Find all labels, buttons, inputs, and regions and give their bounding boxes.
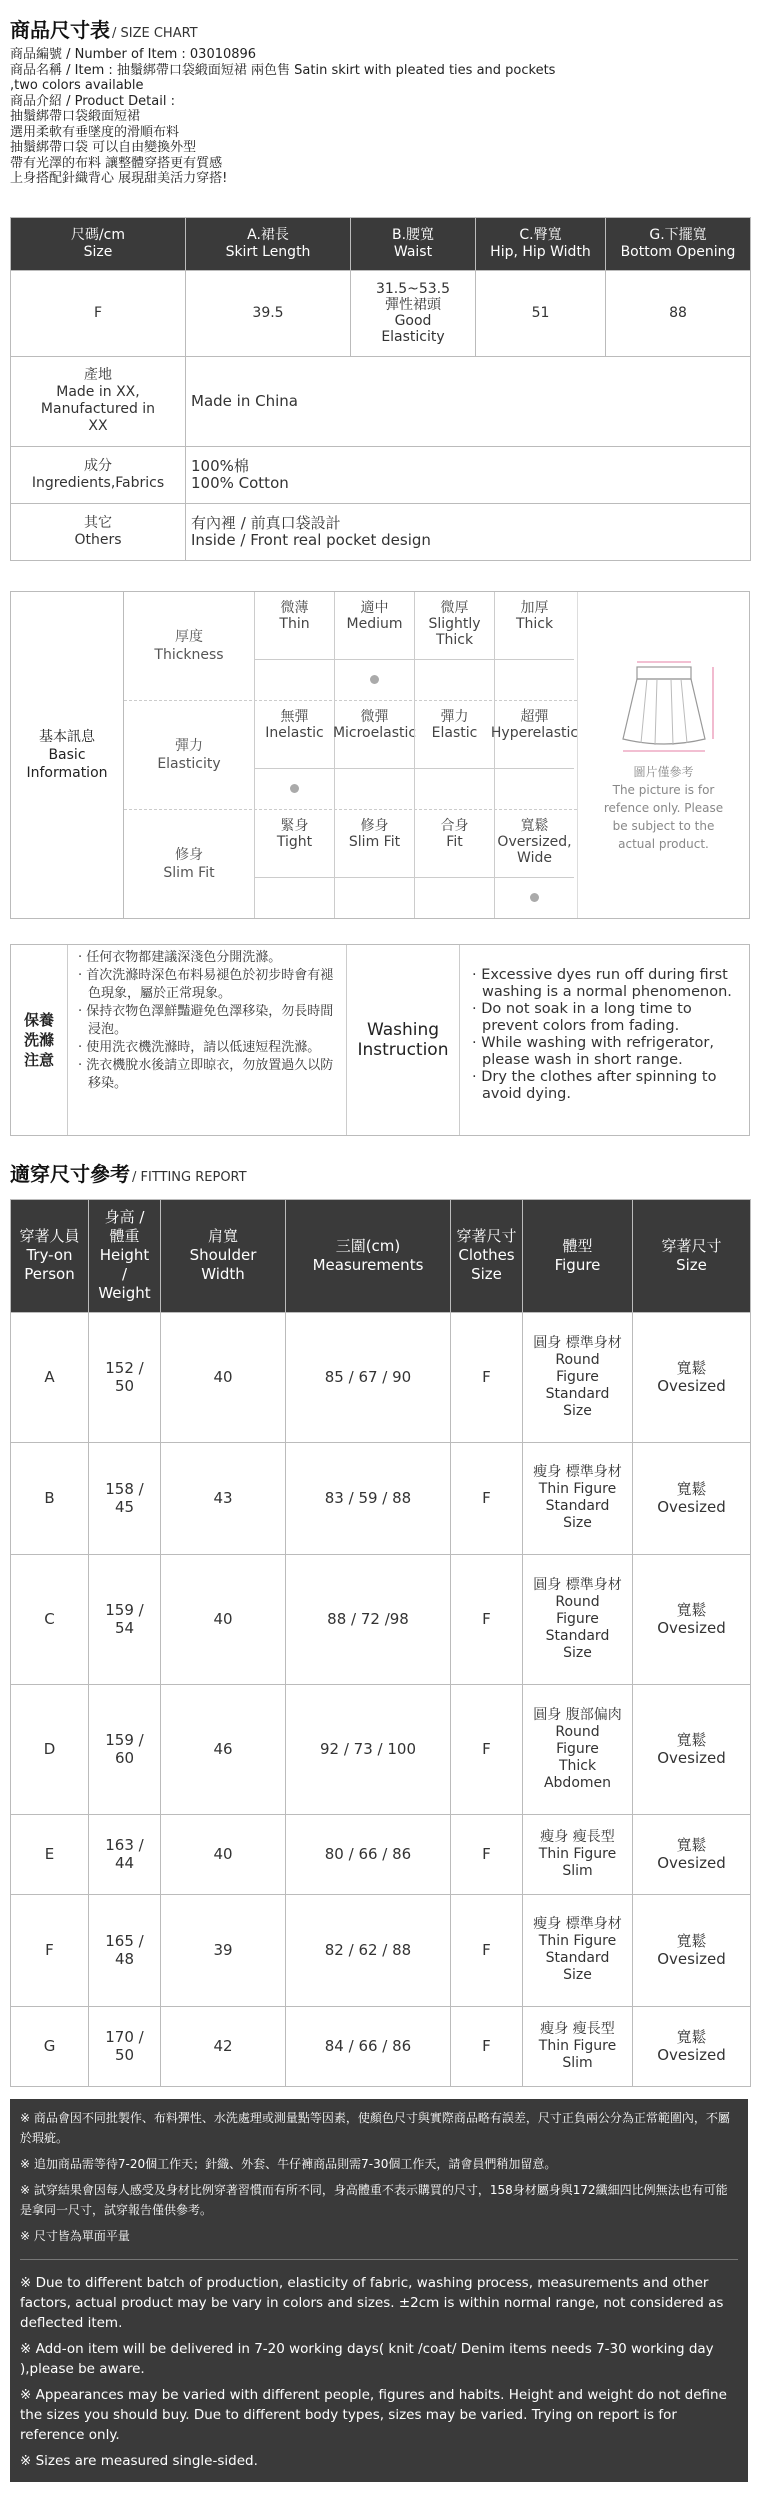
selected-dot-icon: [370, 675, 379, 684]
washing-item-en: · While washing with refrigerator, please wash in short range.: [472, 1034, 714, 1068]
selected-dot-icon: [290, 784, 299, 793]
washing-item-en: · Do not soak in a long time to prevent colors from fading.: [472, 1000, 692, 1034]
info-line: ,two colors available: [10, 78, 144, 93]
info-line: 選用柔軟有垂墜度的滑順布料: [10, 124, 180, 140]
note-en: ※ Add-on item will be delivered in 7-20 working days( knit /coat/ Denim items needs 7-30 working day ),please be aware.: [20, 2340, 714, 2377]
fitting-header-cell: 體型 Figure: [523, 1199, 633, 1312]
fitting-cell: F: [451, 1894, 523, 2006]
fitting-subtitle: / FITTING REPORT: [132, 1169, 247, 1185]
size-cell: 31.5~53.5 彈性裙頭 Good Elasticity: [351, 270, 476, 356]
size-table-row: [11, 270, 751, 356]
selected-dot-icon: [530, 893, 539, 902]
note-zh: ※ 追加商品需等待7-20個工作天；針織、外套、牛仔褲商品則需7-30個工作天，請會員們稍加留意。: [20, 2156, 557, 2171]
fitting-cell: 寬鬆 Ovesized: [633, 1554, 751, 1684]
option-label: 加厚 Thick: [494, 592, 574, 660]
fitting-row: [11, 2006, 751, 2086]
fitting-cell: 40: [161, 1554, 286, 1684]
fitting-cell: A: [11, 1312, 89, 1442]
others-row: [11, 503, 751, 560]
washing-item-zh: · 洗衣機脫水後請立即晾衣，勿放置過久以防移染。: [78, 1057, 334, 1091]
size-header-cell: C.臀寬 Hip, Hip Width: [476, 217, 606, 270]
option-label: 無彈 Inelastic: [254, 701, 334, 769]
fitting-cell: 84 / 66 / 86: [286, 2006, 451, 2086]
option-label: 微厚 Slightly Thick: [414, 592, 494, 660]
option-label: 微彈 Microelastic: [334, 701, 414, 769]
option-label: 合身 Fit: [414, 810, 494, 878]
washing-item-en: · Excessive dyes run off during first washing is a normal phenomenon.: [472, 966, 732, 1000]
fitting-cell: 瘦身 標準身材 Thin Figure Standard Size: [523, 1894, 633, 2006]
note-en: ※ Due to different batch of production, elasticity of fabric, washing process, measurements and other factors, actual product may be vary in colors and sizes. ±2cm is within normal range, not considered as deflected item.: [20, 2274, 724, 2331]
washing-list-zh: [68, 945, 347, 1135]
fitting-cell: 寬鬆 Ovesized: [633, 1684, 751, 1814]
notes-panel: [10, 2099, 748, 2482]
elasticity-label: 彈力 Elasticity: [157, 737, 221, 772]
fitting-header-cell: 穿著尺寸 Clothes Size: [451, 1199, 523, 1312]
origin-label: 產地 Made in XX, Manufactured in XX: [11, 356, 186, 446]
fitting-cell: 158 / 45: [89, 1442, 161, 1554]
fitting-cell: 152 / 50: [89, 1312, 161, 1442]
thickness-row: [124, 592, 577, 701]
ingredients-row: [11, 446, 751, 503]
note-zh: ※ 商品會因不同批製作、布料彈性、水洗處理或測量點等因素，使顏色尺寸與實際商品略有誤差，尺寸正負兩公分為正常範圍內，不屬於瑕疵。: [20, 2110, 730, 2145]
fitting-cell: 80 / 66 / 86: [286, 1814, 451, 1894]
info-line: 抽鬚綁帶口袋 可以自由變換外型: [10, 140, 197, 155]
size-cell: 51: [476, 270, 606, 356]
fitting-cell: 寬鬆 Ovesized: [633, 1442, 751, 1554]
option-label: 適中 Medium: [334, 592, 414, 660]
skirt-diagram: [577, 592, 749, 918]
note-zh: ※ 試穿結果會因每人感受及身材比例穿著習慣而有所不同，身高體重不表示購買的尺寸，158身材屬身與172纖細四比例無法也有可能是拿同一尺寸，試穿報告僅供參考。: [20, 2182, 728, 2217]
option-label: 彈力 Elastic: [414, 701, 494, 769]
option-label: 修身 Slim Fit: [334, 810, 414, 878]
fitting-header-cell: 三圍(cm) Measurements: [286, 1199, 451, 1312]
fitting-cell: 83 / 59 / 88: [286, 1442, 451, 1554]
fitting-cell: 瘦身 瘦長型 Thin Figure Slim: [523, 2006, 633, 2086]
fitting-cell: B: [11, 1442, 89, 1554]
fitting-cell: F: [451, 1554, 523, 1684]
fitting-cell: 43: [161, 1442, 286, 1554]
fitting-row: [11, 1442, 751, 1554]
washing-item-en: · Dry the clothes after spinning to avoid dying.: [472, 1068, 717, 1102]
info-line: 商品介紹 / Product Detail :: [10, 93, 175, 109]
size-header-cell: 尺碼/cm Size: [11, 217, 186, 270]
fitting-cell: 159 / 54: [89, 1554, 161, 1684]
fitting-header-cell: 肩寬 Shoulder Width: [161, 1199, 286, 1312]
fitting-table-header: [11, 1199, 751, 1312]
basic-info-label: 基本訊息 Basic Information: [11, 592, 124, 918]
notes-divider: [20, 2259, 738, 2260]
washing-label-en: Washing Instruction: [347, 945, 460, 1135]
others-label: 其它 Others: [11, 503, 186, 560]
info-line: 抽鬚綁帶口袋緞面短裙: [10, 109, 141, 124]
fitting-header-cell: 穿著人員 Try-on Person: [11, 1199, 89, 1312]
fitting-row: [11, 1814, 751, 1894]
fitting-cell: 寬鬆 Ovesized: [633, 1894, 751, 2006]
size-header-cell: B.腰寬 Waist: [351, 217, 476, 270]
product-info: [10, 47, 748, 187]
fitting-heading: [10, 1158, 748, 1187]
size-header-cell: A.裙長 Skirt Length: [186, 217, 351, 270]
washing-section: [10, 944, 750, 1136]
fitting-cell: 圓身 標準身材 Round Figure Standard Size: [523, 1554, 633, 1684]
note-en: ※ Appearances may be varied with different people, figures and habits. Height and weight do not define the sizes you should buy. Due to different body types, sizes may be varied. Trying on report is for reference only.: [20, 2386, 727, 2443]
origin-value: Made in China: [186, 356, 751, 446]
fitting-cell: 159 / 60: [89, 1684, 161, 1814]
fitting-header-cell: 穿著尺寸 Size: [633, 1199, 751, 1312]
fitting-cell: 40: [161, 1312, 286, 1442]
fitting-cell: 寬鬆 Ovesized: [633, 1312, 751, 1442]
info-line: 商品名稱 / Item : 抽鬚綁帶口袋緞面短裙 兩色售 Satin skirt with pleated ties and pockets: [10, 62, 556, 78]
fitting-cell: F: [451, 1312, 523, 1442]
washing-item-zh: · 首次洗滌時深色布料易褪色於初步時會有褪色現象，屬於正常現象。: [78, 967, 334, 1001]
size-chart-heading: [10, 14, 748, 43]
ingredients-value: 100%棉 100% Cotton: [186, 446, 751, 503]
washing-list-en: [460, 945, 749, 1135]
thickness-label: 厚度 Thickness: [154, 628, 224, 663]
fitting-cell: 82 / 62 / 88: [286, 1894, 451, 2006]
fitting-cell: 圓身 標準身材 Round Figure Standard Size: [523, 1312, 633, 1442]
washing-item-zh: · 任何衣物都建議深淺色分開洗滌。: [78, 949, 282, 965]
washing-item-zh: · 使用洗衣機洗滌時，請以低速短程洗滌。: [78, 1039, 321, 1055]
size-cell: 88: [606, 270, 751, 356]
fitting-cell: F: [11, 1894, 89, 2006]
fitting-row: [11, 1554, 751, 1684]
fitting-cell: F: [451, 1684, 523, 1814]
fitting-cell: 165 / 48: [89, 1894, 161, 2006]
fitting-cell: G: [11, 2006, 89, 2086]
size-chart-subtitle: / SIZE CHART: [112, 26, 198, 41]
option-label: 緊身 Tight: [254, 810, 334, 878]
fitting-cell: 40: [161, 1814, 286, 1894]
washing-label-zh: 保養 洗滌 注意: [11, 945, 68, 1135]
fitting-cell: 瘦身 瘦長型 Thin Figure Slim: [523, 1814, 633, 1894]
fitting-cell: 163 / 44: [89, 1814, 161, 1894]
option-label: 超彈 Hyperelastic: [494, 701, 574, 769]
basic-info-card: [10, 591, 750, 919]
basic-info-grid: [124, 592, 577, 918]
fitting-cell: 39: [161, 1894, 286, 2006]
picture-caption: 圖片僅參考 The picture is for refence only. Please be subject to the actual product.: [603, 764, 724, 851]
size-header-cell: G.下擺寬 Bottom Opening: [606, 217, 751, 270]
size-table: [10, 217, 751, 561]
size-table-header: [11, 217, 751, 270]
origin-row: [11, 356, 751, 446]
fitting-row: [11, 1894, 751, 2006]
fitting-cell: 88 / 72 /98: [286, 1554, 451, 1684]
fitting-cell: 46: [161, 1684, 286, 1814]
fitting-cell: 寬鬆 Ovesized: [633, 2006, 751, 2086]
size-chart-title: 商品尺寸表: [10, 18, 110, 42]
slim-fit-row: [124, 810, 577, 918]
fitting-cell: C: [11, 1554, 89, 1684]
fitting-cell: 寬鬆 Ovesized: [633, 1814, 751, 1894]
info-line: 帶有光澤的布料 讓整體穿搭更有質感: [10, 155, 223, 171]
info-line: 上身搭配針織背心 展現甜美活力穿搭!: [10, 171, 228, 186]
fitting-cell: 170 / 50: [89, 2006, 161, 2086]
fitting-cell: 85 / 67 / 90: [286, 1312, 451, 1442]
ingredients-label: 成分 Ingredients,Fabrics: [11, 446, 186, 503]
size-cell: F: [11, 270, 186, 356]
fitting-cell: 圓身 腹部偏肉 Round Figure Thick Abdomen: [523, 1684, 633, 1814]
fitting-cell: F: [451, 2006, 523, 2086]
skirt-outline-icon: [609, 657, 719, 757]
fitting-cell: F: [451, 1814, 523, 1894]
fitting-table: [10, 1199, 751, 2087]
fitting-cell: E: [11, 1814, 89, 1894]
fitting-cell: 42: [161, 2006, 286, 2086]
note-en: ※ Sizes are measured single-sided.: [20, 2452, 258, 2469]
washing-item-zh: · 保持衣物色澤鮮豔避免色澤移染，勿長時間浸泡。: [78, 1003, 334, 1037]
option-label: 寬鬆 Oversized, Wide: [494, 810, 574, 878]
others-value: 有內裡 / 前真口袋設計 Inside / Front real pocket design: [186, 503, 751, 560]
info-line: 商品編號 / Number of Item : 03010896: [10, 47, 257, 62]
fitting-cell: 92 / 73 / 100: [286, 1684, 451, 1814]
option-label: 微薄 Thin: [254, 592, 334, 660]
fitting-cell: 瘦身 標準身材 Thin Figure Standard Size: [523, 1442, 633, 1554]
fitting-row: [11, 1312, 751, 1442]
fitting-row: [11, 1684, 751, 1814]
fitting-cell: D: [11, 1684, 89, 1814]
size-cell: 39.5: [186, 270, 351, 356]
elasticity-row: [124, 701, 577, 810]
slim-fit-label: 修身 Slim Fit: [163, 846, 215, 881]
fitting-title: 適穿尺寸參考: [10, 1161, 130, 1186]
fitting-cell: F: [451, 1442, 523, 1554]
note-zh: ※ 尺寸皆為單面平量: [20, 2228, 130, 2243]
fitting-header-cell: 身高 / 體重 Height / Weight: [89, 1199, 161, 1312]
